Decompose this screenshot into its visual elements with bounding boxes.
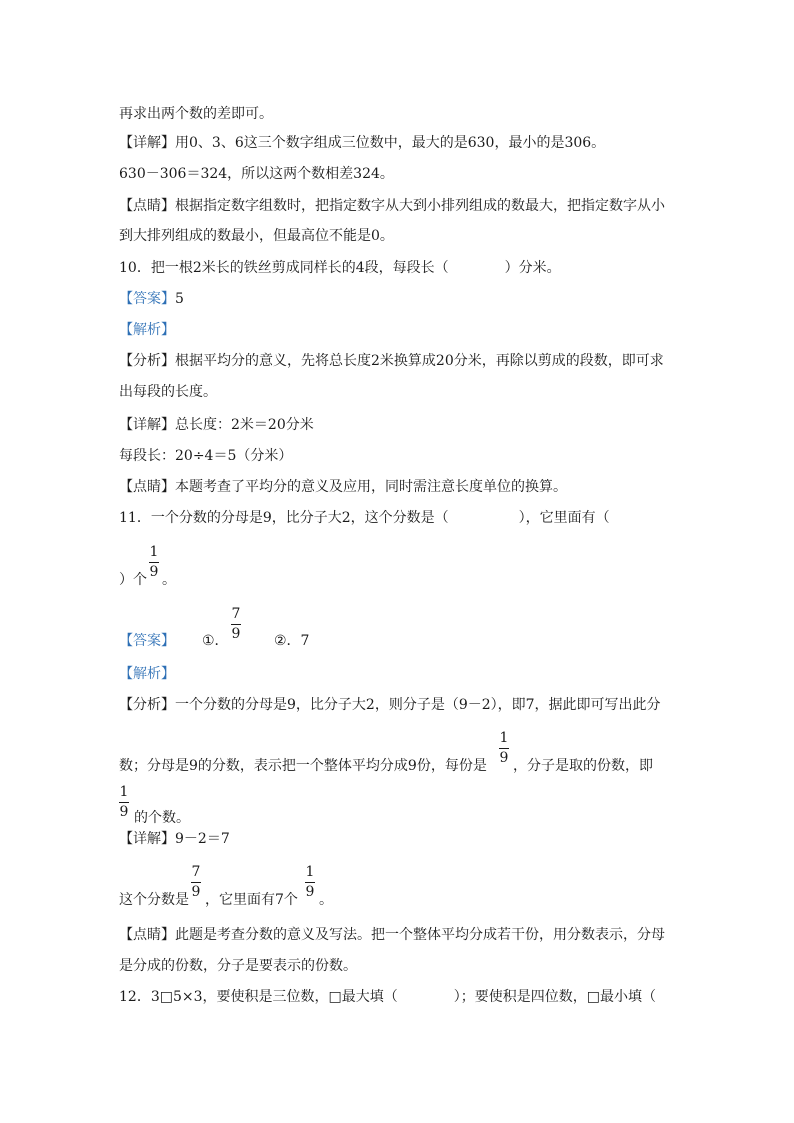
analysis-label: 【解析】 <box>119 666 175 682</box>
answer-row <box>119 289 184 309</box>
answer-label: 【答案】 <box>119 633 175 649</box>
fraction-bar <box>231 624 241 625</box>
text-fragment: 这个分数是 <box>119 892 189 908</box>
fraction-denominator: 9 <box>499 750 509 766</box>
text-line: 每段长：20÷4＝5（分米） <box>119 448 293 464</box>
answer-part-2: ②．7 <box>274 633 310 649</box>
text-fragment: 。 <box>162 572 176 588</box>
fraction-denominator: 9 <box>119 804 129 820</box>
text-line: 【分析】根据平均分的意义，先将总长度2米换算成20分米，再除以剪成的段数，即可求 <box>119 353 664 369</box>
fraction-one-ninth <box>149 544 159 580</box>
text-fragment: ，它里面有7个 <box>205 892 298 908</box>
text-line: 出每段的长度。 <box>119 384 217 400</box>
answer-value: 5 <box>175 291 184 307</box>
fraction-one-ninth <box>499 730 509 766</box>
fraction-numerator: 1 <box>499 730 509 746</box>
text-line: 630－306＝324，所以这两个数相差324。 <box>119 166 394 182</box>
question-12: 12．3□5×3，要使积是三位数，□最大填（ ）；要使积是四位数，□最小填（ <box>119 989 656 1005</box>
analysis-label: 【解析】 <box>119 322 175 338</box>
fraction-bar <box>499 748 509 749</box>
text-line: 是分成的份数，分子是要表示的份数。 <box>119 958 357 974</box>
fraction-bar <box>119 802 129 803</box>
text-line: 【详解】用0、3、6这三个数字组成三位数中，最大的是630，最小的是306。 <box>119 135 606 151</box>
fraction-one-ninth <box>119 784 129 820</box>
fraction-numerator: 7 <box>231 606 241 622</box>
fraction-one-ninth <box>305 864 315 900</box>
text-line: 到大排列组成的数最小，但最高位不能是0。 <box>119 228 394 244</box>
text-line: 再求出两个数的差即可。 <box>119 106 273 122</box>
fraction-denominator: 9 <box>149 564 159 580</box>
text-line: 【点睛】根据指定数字组数时，把指定数字从大到小排列组成的数最大，把指定数字从小 <box>119 198 665 214</box>
fraction-denominator: 9 <box>231 626 241 642</box>
question-11: 11．一个分数的分母是9，比分子大2，这个分数是（ ），它里面有（ <box>119 510 610 526</box>
text-fragment: ）个 <box>119 572 147 588</box>
text-fragment: ，分子是取的份数，即 <box>513 758 653 774</box>
fraction-denominator: 9 <box>305 884 315 900</box>
fraction-bar <box>305 882 315 883</box>
fraction-numerator: 1 <box>119 784 129 800</box>
fraction-numerator: 1 <box>149 544 159 560</box>
text-line: 【点睛】本题考查了平均分的意义及应用，同时需注意长度单位的换算。 <box>119 479 567 495</box>
fraction-seven-ninths <box>191 864 201 900</box>
fraction-denominator: 9 <box>191 884 201 900</box>
fraction-bar <box>149 562 159 563</box>
text-fragment: 。 <box>319 892 333 908</box>
fraction-seven-ninths <box>231 606 241 642</box>
text-fragment: 数；分母是9的分数，表示把一个整体平均分成9份，每份是 <box>119 758 487 774</box>
text-line: 【分析】一个分数的分母是9，比分子大2，则分子是（9－2），即7，据此即可写出此分 <box>119 697 661 713</box>
text-line: 【点睛】此题是考查分数的意义及写法。把一个整体平均分成若干份，用分数表示，分母 <box>119 927 665 943</box>
answer-part-1: ①． <box>202 633 229 649</box>
answer-label: 【答案】 <box>119 291 175 307</box>
text-fragment: 的个数。 <box>134 810 190 826</box>
question-10: 10．把一根2米长的铁丝剪成同样长的4段，每段长（ ）分米。 <box>119 260 561 276</box>
text-line: 【详解】总长度：2米＝20分米 <box>119 417 314 433</box>
fraction-numerator: 7 <box>191 864 201 880</box>
fraction-bar <box>191 882 201 883</box>
fraction-numerator: 1 <box>305 864 315 880</box>
text-line: 【详解】9－2＝7 <box>119 831 230 847</box>
